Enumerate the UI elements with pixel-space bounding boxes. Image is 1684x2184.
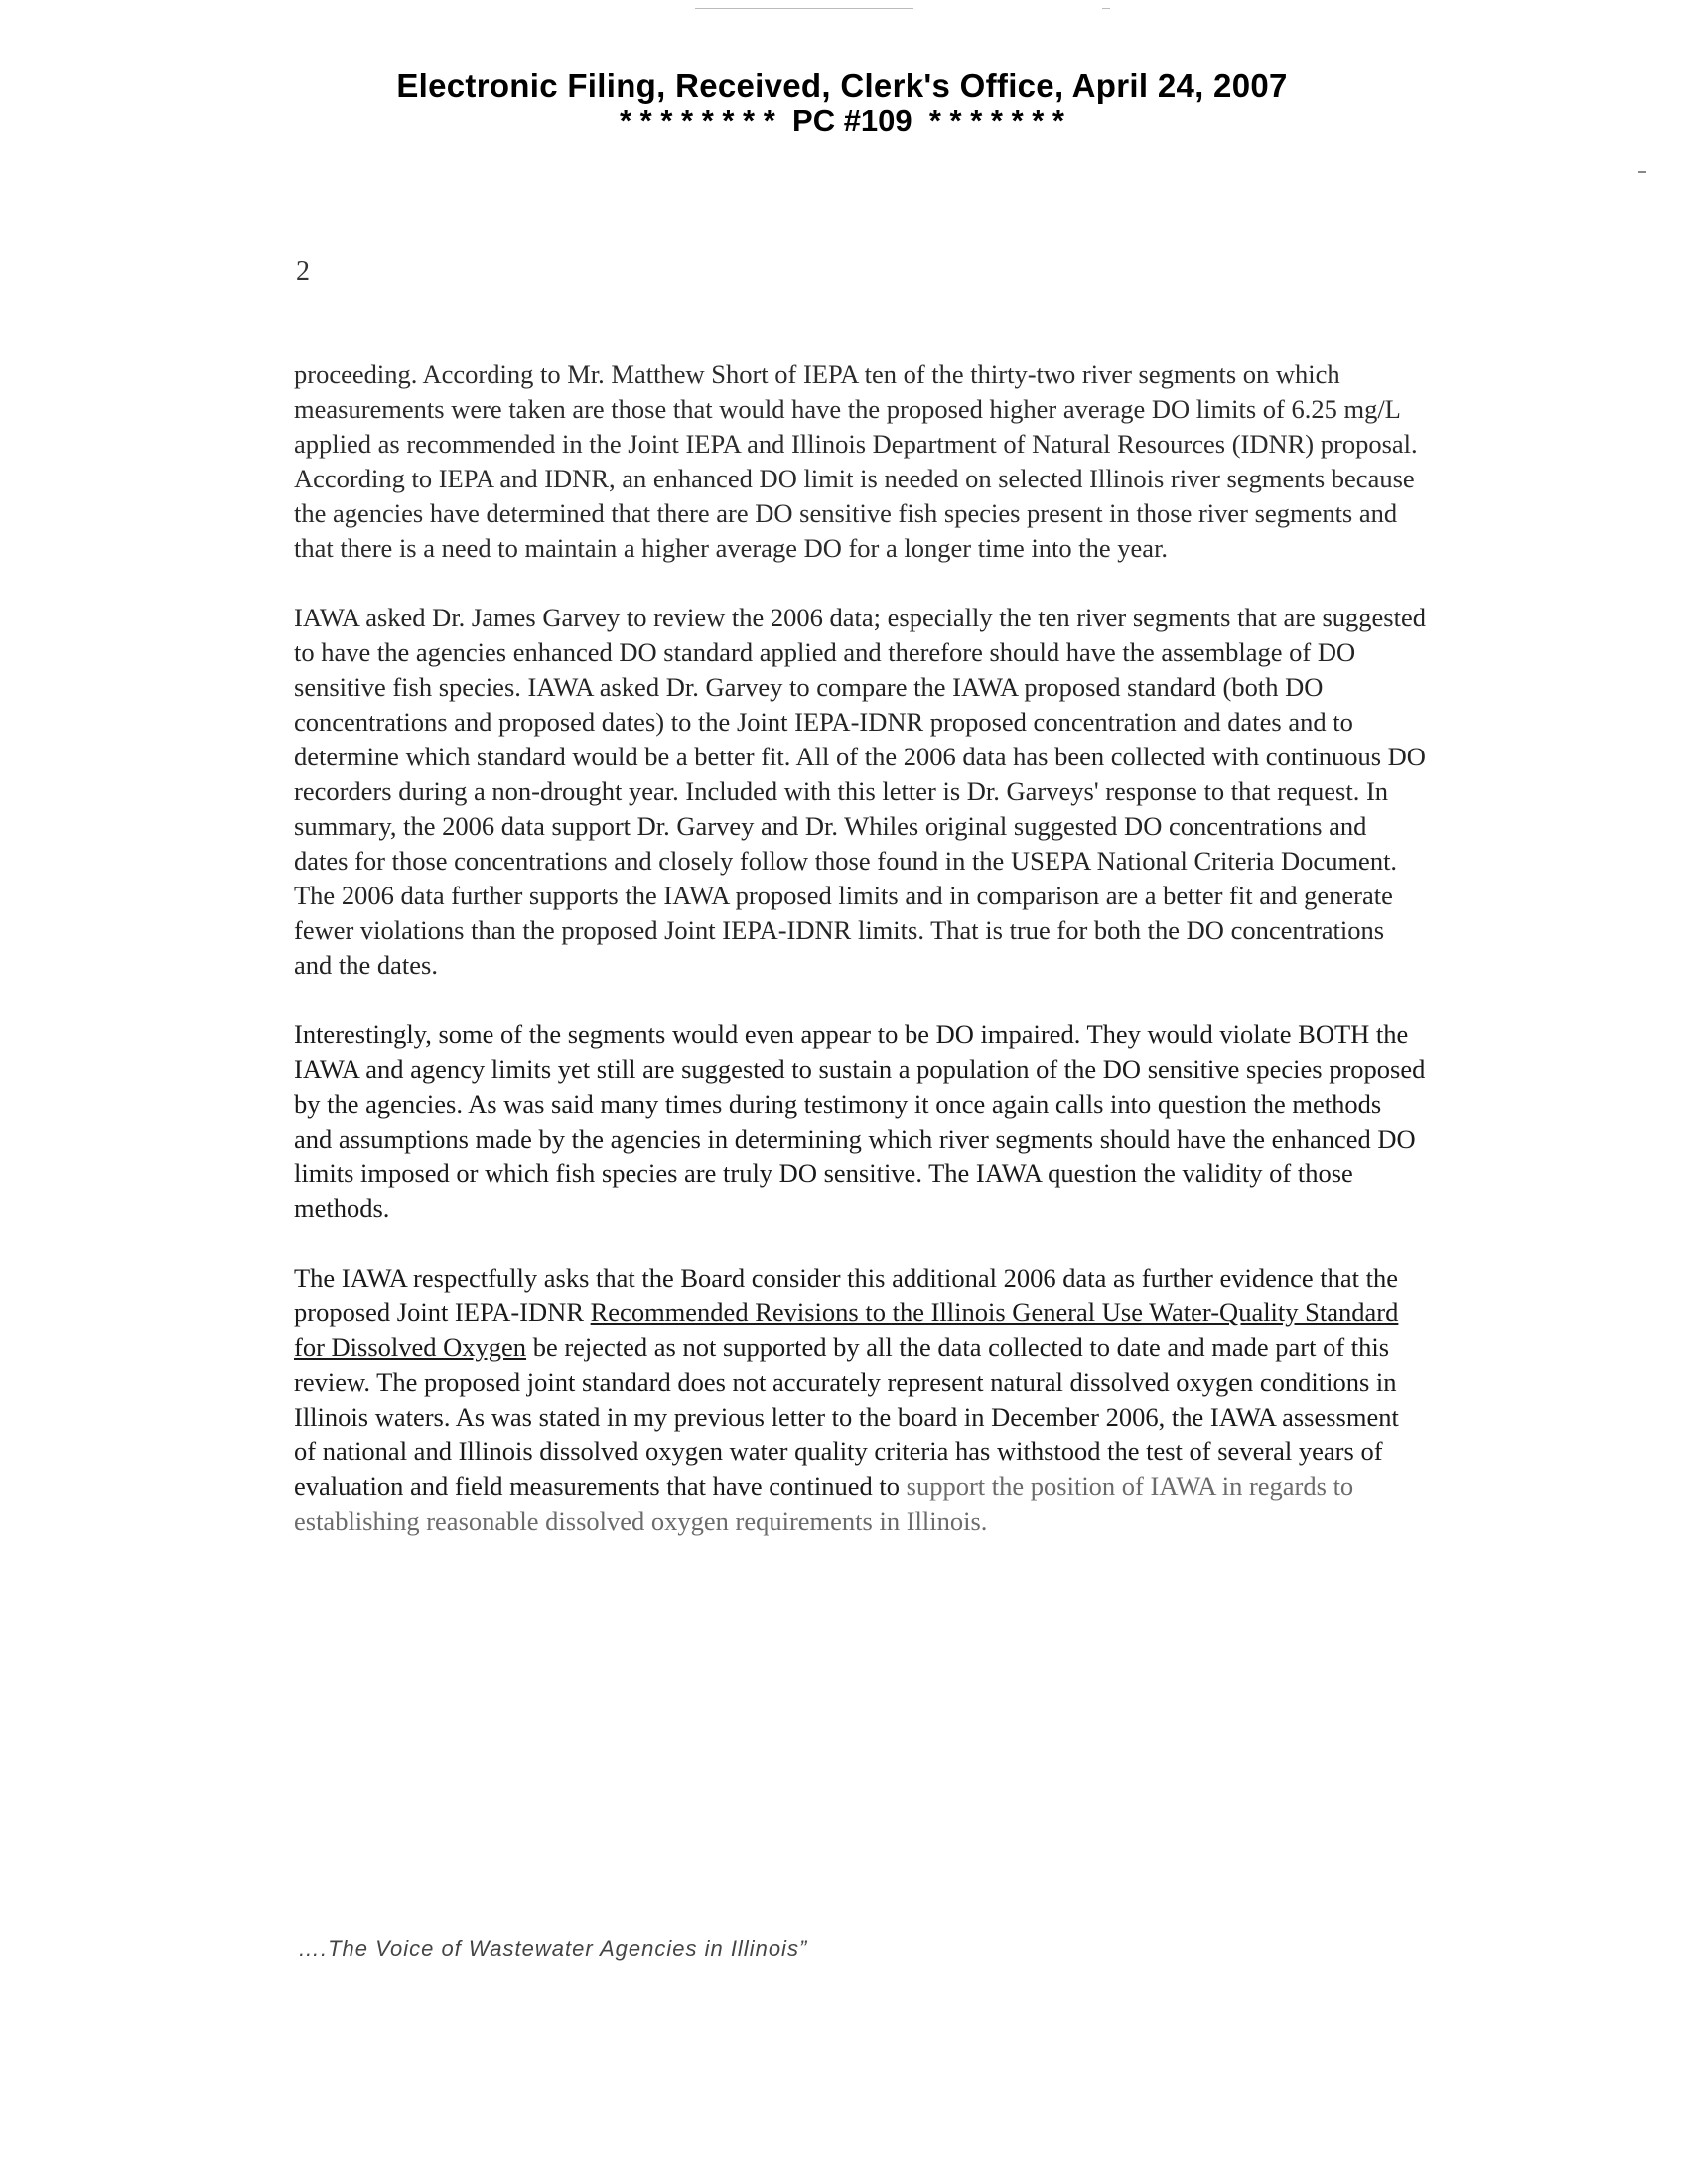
paragraph-4-intro: The IAWA respectfully asks that the Board consider this additional 2006 data as further evidence that the proposed Joint IEPA-IDNR [294, 1263, 1399, 1327]
scan-artifact [1102, 8, 1110, 9]
paragraph-2: IAWA asked Dr. James Garvey to review the 2006 data; especially the ten river segments that are suggested to have the agencies enhanced DO standard applied and therefore should have the assemblage of DO sensitive fish species. IAWA asked Dr. Garvey to compare the IAWA proposed standard (both DO concentrations and proposed dates) to the Joint IEPA-IDNR proposed concentration and dates and to determine which standard would be a better fit. All of the 2006 data has been collected with continuous DO recorders during a non-drought year. Included with this letter is Dr. Garveys' response to that request. In summary, the 2006 data support Dr. Garvey and Dr. Whiles original suggested DO concentrations and dates for those concentrations and closely follow those found in the USEPA National Criteria Document. The 2006 data further supports the IAWA proposed limits and in comparison are a better fit and generate fewer violations than the proposed Joint IEPA-IDNR limits. That is true for both the DO concentrations and the dates. [294, 603, 1426, 980]
paragraph-4-continuation: be rejected as not supported by all the data collected to date and made part of this review. The proposed joint standard does not accurately represent natural dissolved oxygen conditions in Illinois waters. As was stated in my previous letter to the board in December 2006, the IAWA assessment of national and Illinois dissolved oxygen water quality criteria has withstood the test of several years of evaluation and field measurements that have continued to [294, 1332, 1399, 1501]
scan-artifact [1638, 171, 1646, 173]
scan-artifact [695, 8, 913, 9]
letter-body [294, 357, 1426, 1573]
paragraph-3: Interestingly, some of the segments would even appear to be DO impaired. They would violate BOTH the IAWA and agency limits yet still are suggested to sustain a population of the DO sensitive species proposed by the agencies. As was said many times during testimony it once again calls into question the methods and assumptions made by the agencies in determining which river segments should have the enhanced DO limits imposed or which fish species are truly DO sensitive. The IAWA question the validity of those methods. [294, 1020, 1426, 1223]
document-title-reference: Recommended Revisions to the Illinois General Use Water-Quality Standard for Dissolved Oxygen [294, 1297, 1399, 1362]
pc-number-header: * * * * * * * * PC #109 * * * * * * * [619, 103, 1065, 138]
paragraph-4-faded-end: support the position of IAWA in regards to establishing reasonable dissolved oxygen requirements in Illinois. [294, 1471, 1354, 1536]
paragraph-1: proceeding. According to Mr. Matthew Short of IEPA ten of the thirty-two river segments on which measurements were taken are those that would have the proposed higher average DO limits of 6.25 mg/L applied as recommended in the Joint IEPA and Illinois Department of Natural Resources (IDNR) proposal. According to IEPA and IDNR, an enhanced DO limit is needed on selected Illinois river segments because the agencies have determined that there are DO sensitive fish species present in those river segments and that there is a need to maintain a higher average DO for a longer time into the year. [294, 359, 1418, 563]
filing-stamp-header: Electronic Filing, Received, Clerk's Office, April 24, 2007 [396, 68, 1288, 104]
page-number: 2 [296, 256, 310, 287]
footer-tagline: ….The Voice of Wastewater Agencies in Illinois” [298, 1936, 808, 1961]
paragraph-4 [294, 1261, 1426, 1539]
